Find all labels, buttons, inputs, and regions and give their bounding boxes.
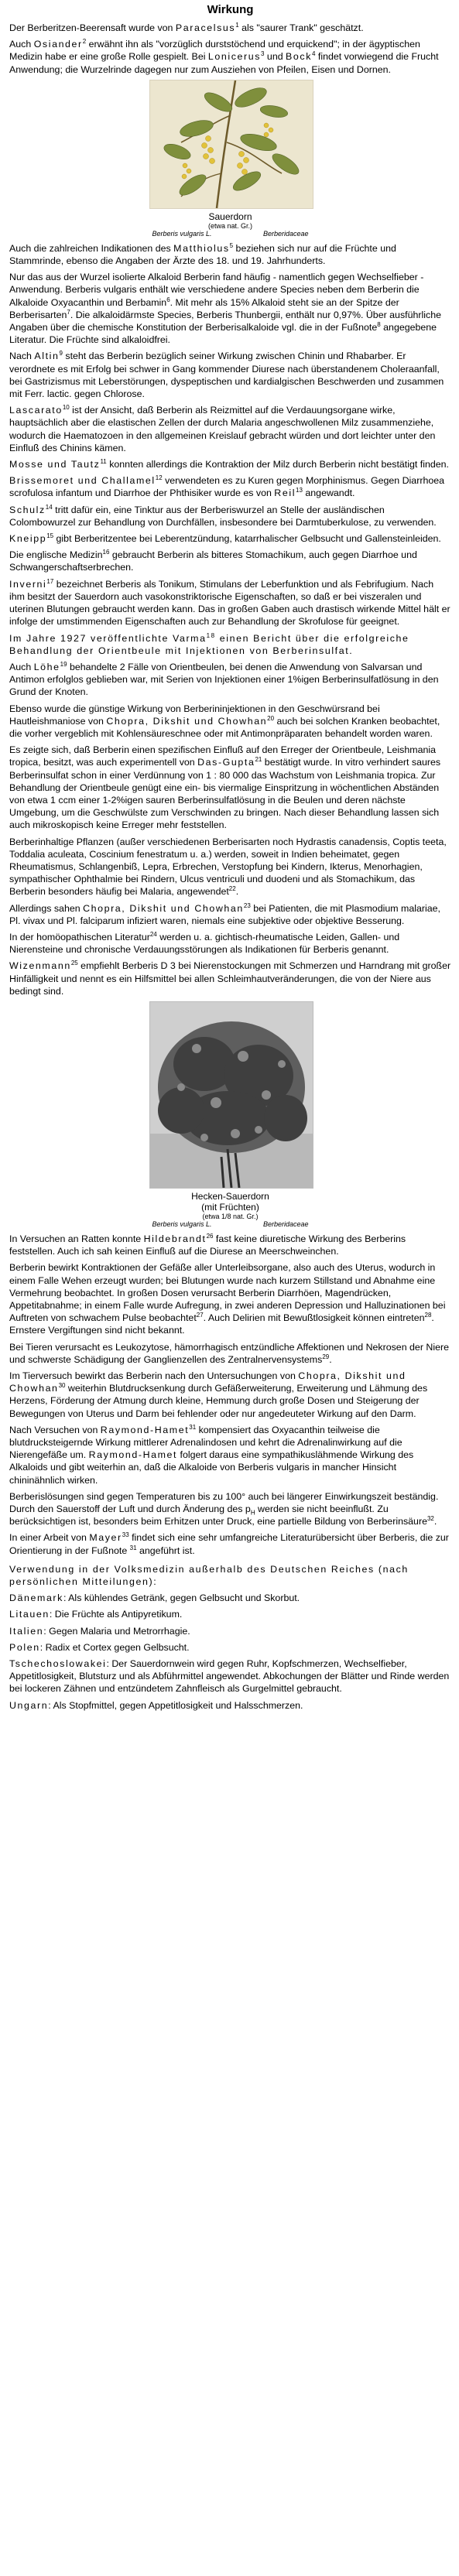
author-name: Chopra, Dikshit und Chowhan [106, 715, 268, 727]
footnote-ref: 6 [166, 296, 170, 303]
country-text: Die Früchte als Antipyretikum. [54, 1609, 183, 1620]
footnote-ref: 4 [312, 50, 316, 58]
footnote-ref: 18 [206, 631, 216, 639]
paragraph [9, 902, 451, 927]
text: Nach Versuchen von [9, 1424, 101, 1435]
author-name: Reil [274, 487, 296, 499]
text: bezeichnet Berberis als Tonikum, Stimulans der Leberfunktion und als Febrifugium. Nach ihm besitzt der Sauerdorn auch vasokonstriktorische Eigenschaften, so daß er bei viszeralen und uterinen Blutungen gebraucht werden kann. Das in großen Gaben auch drastisch wirkende Mittel hält er infolge der umstimmenden Eigenschaften auch zur Behandlung der Skrofulose für geeignet. [9, 578, 450, 628]
author-name: Brissemoret und Challamel [9, 475, 156, 487]
text: konnten allerdings die Kontraktion der Milz durch Berberin nicht bestätigt finden. [106, 459, 449, 470]
footnote-ref: 33 [122, 1531, 129, 1539]
text: behandelte 2 Fälle von Orientbeulen, bei denen die Anwendung von Salvarsan und Antimon erfolglos geblieben war, mit Serien von Injektionen einer 1%igen Berberinsulfatlösung in den Grund der Knoten. [9, 661, 439, 698]
paragraph [9, 661, 451, 699]
text: Auch [9, 661, 34, 672]
paragraph [9, 1490, 451, 1528]
section-heading: Verwendung in der Volksmedizin außerhalb des Deutschen Reiches (nach persönlichen Mitteilungen): [9, 1563, 409, 1588]
text: bei Patienten, die mit Plasmodium malariae, Pl. vivax und Pl. falciparum infiziert waren, niemals eine subjektive oder objektive Besserung. [9, 902, 440, 926]
footnote-ref: 14 [45, 503, 53, 511]
paragraph [9, 960, 451, 997]
text: In einer Arbeit von [9, 1532, 90, 1544]
family-name: Berberidaceae [262, 229, 309, 238]
paragraph [9, 703, 451, 741]
figure-caption-row [149, 230, 312, 238]
text: tritt dafür ein, eine Tinktur aus der Berberiswurzel an Stelle der ausländischen Colombowurzel zur Behandlung von Durchfällen, insbesondere bei Darmtuberkulose, zu verwenden. [9, 504, 437, 528]
paragraph [9, 1531, 451, 1556]
footnote-ref: 15 [46, 532, 54, 539]
author-name: Kneipp [9, 533, 47, 545]
footnote-ref: 19 [60, 660, 67, 668]
text: . Die alkaloidärmste Species, Berberis Thunbergii, enthält nur 0,97%. Über ausführliche Angaben über die chemische Konstitution der Berberisalkaloide vgl. die in der Fußnote [9, 309, 441, 334]
text: als "saurer Trank" geschätzt. [238, 22, 364, 33]
paragraph [9, 632, 451, 657]
footnote-ref: 31 [129, 1544, 137, 1551]
footnote-ref: 25 [70, 960, 78, 967]
figure-sauerdorn [149, 80, 312, 238]
author-name: Löhe [33, 661, 60, 672]
text: beziehen sich nur auf die Früchte und Stammrinde, ebenso die Angaben der Ärzte des 18. und 19. Jahrhunderts. [9, 242, 396, 267]
country-name: Tschechoslowakei [9, 1658, 107, 1670]
page-title: Wirkung [207, 3, 254, 16]
paragraph [9, 549, 451, 573]
country-text: Als Stopfmittel, gegen Appetitlosigkeit und Halsschmerzen. [53, 1699, 303, 1711]
country-name: Ungarn [9, 1699, 49, 1711]
country-name: Italien [9, 1625, 44, 1637]
text: weiterhin Blutdrucksenkung durch Gefäßerweiterung, Erweiterung und Lähmung des Herzens, Förderung der Atmung durch kleine, Hemmung durch große Dosen und Steigerung der Bewegungen von Uterus und Darm bei fehlender oder nur angedeuteter Wirkung auf den Darm. [9, 1383, 428, 1419]
country-entry: Dänemark: Als kühlendes Getränk, gegen Gelbsucht und Skorbut. [9, 1592, 300, 1604]
figure-hecken-sauerdorn [149, 1001, 312, 1229]
country-name: Litauen [9, 1609, 50, 1620]
text: Ebenso wurde die günstige Wirkung von Berberininjektionen in den Geschwürsrand bei Hautleishmaniose von [9, 703, 380, 727]
text: Bei Tieren verursacht es Leukozytose, hämorrhagisch entzündliche Affektionen und Nekrosen der Niere und schwerste Schädigung der Ganglienzellen des Zentralnervensystems [9, 1341, 449, 1365]
author-name: Altin [34, 351, 60, 362]
paragraph [9, 458, 451, 470]
paragraph [9, 474, 451, 499]
footnote-ref: 22 [228, 885, 236, 893]
footnote-ref: 29 [322, 1353, 330, 1360]
text: . [329, 1353, 332, 1365]
footnote-ref: 23 [243, 901, 251, 909]
paragraph [9, 532, 451, 545]
paragraph [9, 744, 451, 831]
country-name: Dänemark [9, 1592, 63, 1604]
paragraph [9, 271, 451, 346]
text: Berberislösungen sind gegen Temperaturen bis zu 100° auch bei längerer Einwirkungszeit beständig. Durch den Sauerstoff der Luft und durch Änderung des p [9, 1490, 439, 1515]
text: . [235, 886, 239, 898]
text: Allerdings sahen [9, 902, 84, 914]
text: Auch die zahlreichen Indikationen des [9, 242, 174, 254]
paragraph [9, 836, 451, 898]
footnote-ref: 1 [235, 21, 239, 29]
paragraph [9, 1341, 451, 1366]
paragraph [9, 504, 451, 529]
author-name: Chopra, Dikshit und Chowhan [83, 902, 244, 914]
footnote-ref: 10 [62, 404, 70, 412]
footnote-ref: 7 [67, 308, 70, 316]
text: Berberin bewirkt Kontraktionen der Gefäße aller Unterleibsorgane, also auch des Uterus, wodurch in einem Falle Wehen erzeugt wurden; bei Blutungen wurde nach kurzem Stillstand und Abnahme eine Vermehrung beobachtet. In großen Dosen verursacht Berberin Diarrhöen, Magendrücken, Appetitabnahme; in einem Falle wurde Aufregung, in zwei anderen Depression und Halluzinationen bei Auftreten von schwachem Pulse beobachtet [9, 1262, 446, 1324]
footnote-ref: 21 [255, 756, 262, 764]
paragraph [9, 242, 451, 267]
footnote-ref: 3 [261, 50, 265, 58]
text: Im Jahre 1927 veröffentlichte Varma [9, 632, 207, 644]
author-name: Lascarato [9, 405, 63, 416]
author-name: Lonicerus [207, 51, 262, 63]
figure-caption-row [149, 1220, 312, 1229]
country-list [9, 1592, 451, 1712]
footnote-ref: 13 [296, 487, 303, 494]
text: auch bei solchen Kranken beobachtet, die vorher vergeblich mit Kohlensäureschnee oder mit Antimonpräparaten behandelt worden waren. [9, 715, 440, 739]
text: angegebene Literatur. Die Früchte sind alkaloidfrei. [9, 322, 437, 346]
country-name: Polen [9, 1641, 40, 1653]
paragraph [9, 1424, 451, 1486]
text: werden sie nicht beeinflußt. Zu berücksichtigen ist, besonders beim Erhitzen unter Druck, eine partielle Bildung von Berberinsäure [9, 1504, 427, 1527]
author-name: Wizenmann [9, 960, 71, 972]
country-entry: Italien: Gegen Malaria und Metrorrhagie. [9, 1625, 190, 1637]
text: erwähnt ihn als "vorzüglich durststöchend und erquickend"; in der ägyptischen Medizin habe er eine große Rolle gespielt. Bei [9, 39, 420, 63]
text: Die englische Medizin [9, 549, 103, 561]
text: bestätigt wurde. In vitro verhindert saures Berberinsulfat schon in einer Verdünnung von 1 : 80 000 das Wachstum von Leishmania tropica. Zur Behandlung der Orientbeule genügt eine ein- bis viermalige Einspritzung in wöchentlichen Abständen von etwa 1 ccm einer 1-2%igen sauren Berberinsulfatlösung in die Beulen und deren nächste Umgebung, um die Geschwülste zum Verschwinden zu bringen. Nach dieser Behandlung lassen sich auch mikroskopisch keine Erreger mehr feststellen. [9, 757, 441, 831]
footnote-ref: 28 [424, 1312, 432, 1319]
text: verwendeten es zu Kuren gegen Morphinismus. Gegen Diarrhoea scrofulosa infantum und Diarrhoe der Phthisiker wurde es von [9, 475, 445, 499]
text: Es zeigte sich, daß Berberin einen spezifischen Einfluß auf den Erreger der Orientbeule, Leishmania tropica, besitzt, was auch experimentell von [9, 744, 436, 768]
country-text: Als kühlendes Getränk, gegen Gelbsucht und Skorbut. [68, 1592, 300, 1604]
text: und [264, 51, 286, 63]
footnote-ref: 12 [155, 474, 163, 482]
paragraph [9, 578, 451, 628]
paragraph [9, 1261, 451, 1336]
paragraph [9, 350, 451, 400]
paragraph [9, 931, 451, 956]
text: . Auch Delirien mit Bewußtlosigkeit können eintreten [203, 1312, 425, 1324]
text: angeführt ist. [136, 1545, 195, 1556]
text: empfiehlt Berberis D 3 bei Nierenstockungen mit Schmerzen und Harndrang mit großer Hinfälligkeit und nennt es ein Hilfsmittel bei allen Schleimhautveränderungen, die von der Niere aus bedingt sind. [9, 960, 451, 997]
text: fast keine diuretische Wirkung des Berberins feststellen. Auch ich sah keinen Einfluß auf die Diurese an Meerschweinchen. [9, 1233, 406, 1257]
botanical-illustration [149, 80, 313, 209]
text: In der homöopathischen Literatur [9, 931, 150, 942]
figure-title: Sauerdorn [208, 210, 252, 222]
plant-photograph [149, 1001, 313, 1189]
text: . [433, 1516, 437, 1527]
author-name: Bock [286, 51, 312, 63]
species-name: Berberis vulgaris L. [152, 1220, 212, 1228]
family-name: Berberidaceae [262, 1220, 309, 1228]
text: Nur das aus der Wurzel isolierte Alkaloid Berberin fand häufig - namentlich gegen Wechselfieber - Anwendung. Berberis vulgaris enthält wie verschiedene andere Species neben dem Berberin die Alkaloide Oxyacanthin und Berbamin [9, 272, 424, 308]
footnote-ref: 31 [189, 1423, 197, 1431]
author-name: Paracelsus [175, 22, 236, 33]
text: Nach [9, 351, 35, 362]
text: . Ernstere Vergiftungen sind nicht bekannt. [9, 1312, 434, 1336]
species-name: Berberis vulgaris L. [152, 229, 212, 238]
country-entry: Polen: Radix et Cortex gegen Gelbsucht. [9, 1641, 190, 1653]
paragraph [9, 22, 451, 34]
country-text: Der Sauerdornwein wird gegen Ruhr, Kopfschmerzen, Wechselfieber, Appetitlosigkeit, Blutsturz und als Abführmittel angewendet. Abkochungen der Blätter und Rinde werden bei lockeren Zähnen und entzündetem Zahnfleisch als Gurgelmittel gebraucht. [9, 1658, 450, 1695]
footnote-ref: 5 [229, 241, 234, 249]
footnote-ref: 26 [206, 1232, 214, 1240]
footnote-ref: 27 [196, 1312, 204, 1319]
country-text: Radix et Cortex gegen Gelbsucht. [45, 1641, 190, 1653]
text: . Mit mehr als 15% Alkaloid steht sie an der Spitze der Berberisarten [9, 296, 399, 320]
author-name: Osiander [33, 39, 83, 50]
text: findet sich eine sehr umfangreiche Literaturübersicht über Berberis, die zur Orientierung in der Fußnote [9, 1532, 449, 1556]
footnote-ref: 32 [426, 1515, 434, 1523]
figure-title: Hecken-Sauerdorn [191, 1190, 269, 1202]
author-name: Inverni [9, 578, 47, 590]
country-entry: Ungarn: Als Stopfmittel, gegen Appetitlosigkeit und Halsschmerzen. [9, 1699, 303, 1711]
text: steht das Berberin bezüglich seiner Wirkung zwischen Chinin und Rhabarber. Er verordnete es mit Erfolg bei schwer in Gang kommender Diurese nach überstandenem Choleraanfall, bei Gastrizismus mit Leberstörungen, dyspeptischen und kardialgischen Beschwerden und zusammen mit Ferr. lactic. gegen Chlorose. [9, 351, 444, 400]
author-name: Matthiolus [173, 242, 230, 254]
text: kompensiert das Oxyacanthin teilweise die blutdrucksteigernde Wirkung mittlerer Adrenalindosen und kehrt die Adrenalinwirkung auf die Nierengefäße um. [9, 1424, 402, 1461]
country-entry: Litauen: Die Früchte als Antipyretikum. [9, 1609, 183, 1620]
text: werden u. a. gichtisch-rheumatische Leiden, Gallen- und Nierensteine und chronische Verdauungsstörungen als Indikationen für Berberis genannt. [9, 931, 400, 956]
author-name: Mosse und Tautz [9, 459, 101, 470]
text: findet vorwiegend die Frucht Anwendung; die Wurzelrinde dagegen nur zum Ausziehen von Pfeilen, Eisen und Dornen. [9, 51, 439, 75]
footnote-ref: 16 [102, 549, 110, 556]
footnote-ref: 30 [58, 1382, 66, 1390]
footnote-ref: 11 [100, 457, 107, 465]
footnote-ref: 8 [377, 320, 381, 328]
paragraph [9, 1233, 451, 1257]
footnote-ref: 17 [46, 577, 54, 585]
text: Berberinhaltige Pflanzen (außer verschiedenen Berberisarten noch Hydrastis canadensis, Coptis teeta, Toddalia aculeata, Coscinium fenestratum u. a.) werden, soweit in Indien beheimatet, gegen Rheumatismus, Schlangenbiß, Lepra, Erbrechen, Verstopfung bei Kindern, Ikterus, Menorhagien, sympathischer Ophthalmie bei Rindern, Ulcus ventriculi und duodeni und als Stomachikum, das Berberin besonders häufig bei Malaria, angewendet [9, 836, 447, 898]
footnote-ref: 9 [59, 350, 63, 357]
author-name: Chopra, Dikshit und Chowhan [9, 1370, 406, 1394]
author-name: Raymond-Hamet [100, 1424, 190, 1435]
text: In Versuchen an Ratten konnte [9, 1233, 144, 1244]
text: einen Bericht über die erfolgreiche Behandlung der Orientbeule mit Injektionen von Berberinsulfat. [9, 632, 409, 656]
author-name: Schulz [9, 504, 46, 515]
text: angewandt. [302, 487, 355, 499]
text: folgert daraus eine sympathikuslähmende Wirkung des Alkaloids und gibt weiterhin an, daß die Alkaloide von Berberis vulgaris in mancher Hinsicht chininähnlich wirken. [9, 1449, 414, 1486]
figure-scale: (etwa 1/8 nat. Gr.) [202, 1212, 259, 1220]
author-name: Raymond-Hamet [88, 1449, 178, 1461]
text: Der Berberitzen-Beerensaft wurde von [9, 22, 176, 33]
text: gibt Berberitzentee bei Leberentzündung, katarrhalischer Gelbsucht und Gallensteinleiden. [53, 533, 441, 545]
paragraph [9, 404, 451, 454]
country-text: Gegen Malaria und Metrorrhagie. [49, 1625, 190, 1637]
footnote-ref: 24 [149, 930, 157, 938]
text: Auch [9, 39, 34, 50]
figure-subtitle: (mit Früchten) [201, 1201, 259, 1213]
footnote-ref: 20 [267, 714, 275, 722]
footnote-ref: 2 [82, 38, 87, 46]
subscript: H [250, 1509, 255, 1517]
author-name: Das-Gupta [197, 757, 255, 768]
paragraph [9, 38, 451, 76]
figure-scale: (etwa nat. Gr.) [207, 221, 253, 230]
author-name: Mayer [89, 1532, 122, 1544]
text: ist der Ansicht, daß Berberin als Reizmittel auf die Verdauungsorgane wirke, hauptsächlich aber die elastischen Zellen der durch Malaria angeschwollenen Milz zusammenziehe, wodurch die Haematozoen in den allgemeinen Kreislauf gebracht würden und dort leichter unter den Einfluß des Chinins kämen. [9, 405, 436, 453]
author-name: Hildebrandt [143, 1233, 207, 1244]
country-entry: Tschechoslowakei: Der Sauerdornwein wird gegen Ruhr, Kopfschmerzen, Wechselfieber, Appetitlosigkeit, Blutsturz und als Abführmittel angewendet. Abkochungen der Blätter und Rinde werden bei lockeren Zähnen und entzündetem Zahnfleisch als Gurgelmittel gebraucht. [9, 1658, 450, 1695]
paragraph [9, 1370, 451, 1420]
text: gebraucht Berberin als bitteres Stomachikum, auch gegen Diarrhoe und Schwangerschaftserbrechen. [9, 549, 417, 573]
text: Im Tierversuch bewirkt das Berberin nach den Untersuchungen von [9, 1370, 299, 1382]
